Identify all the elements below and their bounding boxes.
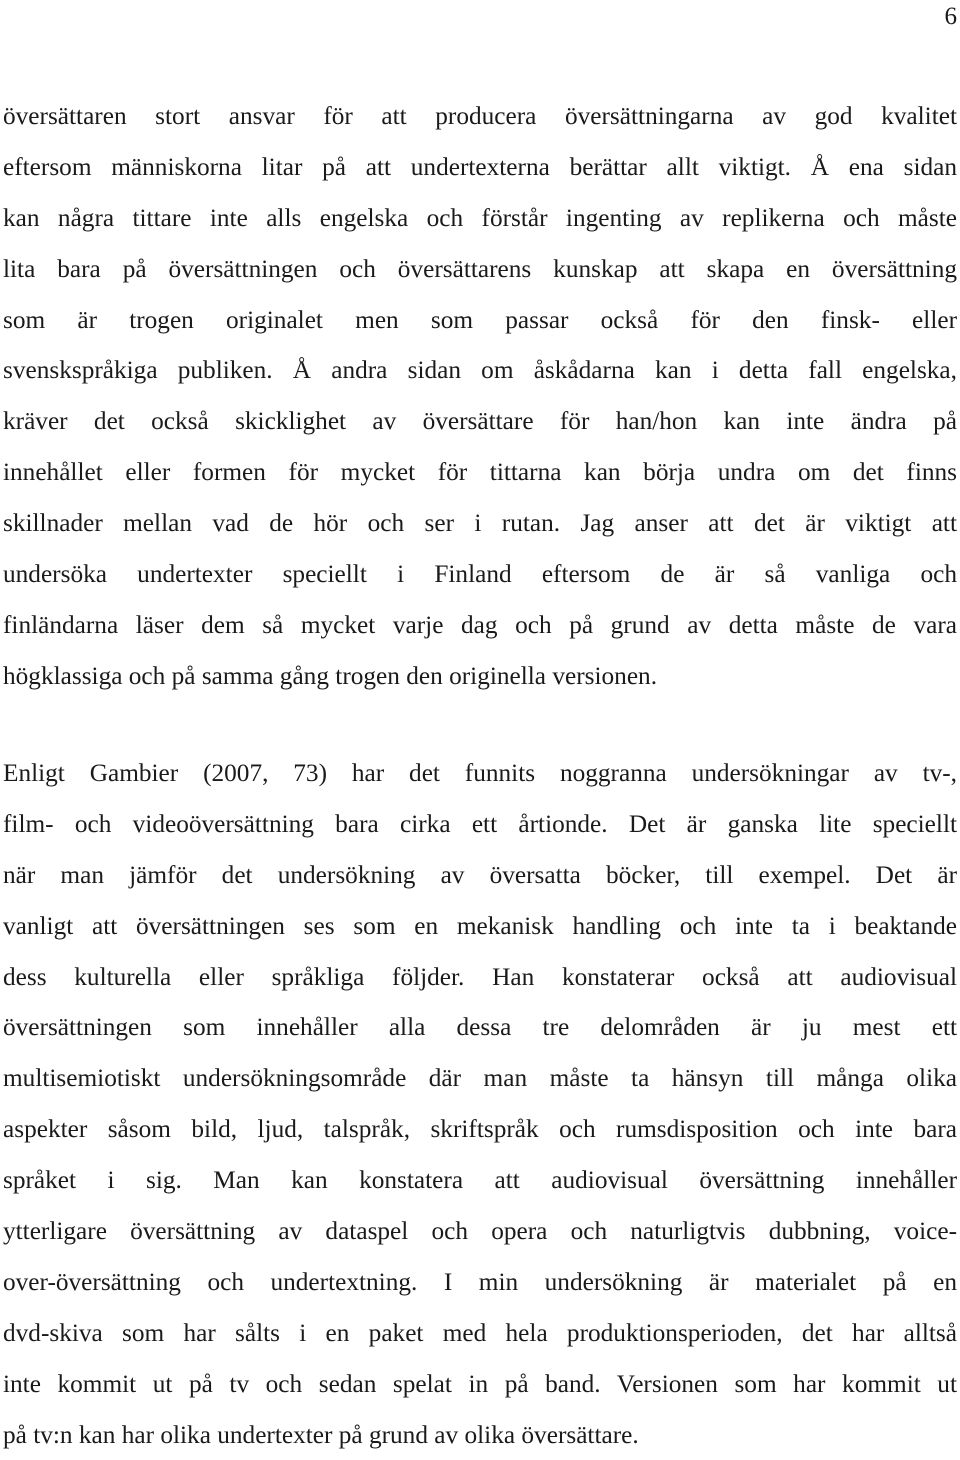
text-line: kan några tittare inte alls engelska och förstår ingenting av replikerna och måste: [3, 203, 957, 232]
text-line: Enligt Gambier (2007, 73) har det funnits noggranna undersökningar av tv-,: [3, 759, 957, 787]
paragraph-2: [3, 748, 957, 1460]
text-line: när man jämför det undersökning av översatta böcker, till exempel. Det är: [3, 860, 957, 889]
text-line: undersöka undertexter speciellt i Finland eftersom de är så vanliga och: [3, 560, 957, 589]
text-line: på tv:n kan har olika undertexter på grund av olika översättare.: [3, 1420, 639, 1449]
text-line: inte kommit ut på tv och sedan spelat in på band. Versionen som har kommit ut: [3, 1369, 957, 1398]
text-line: dess kulturella eller språkliga följder. Han konstaterar också att audiovisual: [3, 962, 957, 991]
text-line: kräver det också skicklighet av översättare för han/hon kan inte ändra på: [3, 407, 957, 436]
page-number: 6: [944, 3, 957, 30]
text-line: ytterligare översättning av dataspel och opera och naturligtvis dubbning, voice-: [3, 1217, 957, 1246]
text-line: svenskspråkiga publiken. Å andra sidan om åskådarna kan i detta fall engelska,: [3, 356, 957, 385]
text-line: högklassiga och på samma gång trogen den originella versionen.: [3, 661, 658, 690]
text-line: dvd-skiva som har sålts i en paket med hela produktionsperioden, det har alltså: [3, 1318, 957, 1347]
text-line: lita bara på översättningen och översättarens kunskap att skapa en översättning: [3, 254, 957, 283]
text-line: som är trogen originalet men som passar också för den finsk- eller: [3, 305, 957, 334]
text-line: aspekter såsom bild, ljud, talspråk, skriftspråk och rumsdisposition och inte bara: [3, 1115, 957, 1144]
text-line: eftersom människorna litar på att undertexterna berättar allt viktigt. Å ena sidan: [3, 152, 957, 181]
text-line: finländarna läser dem så mycket varje dag och på grund av detta måste de vara: [3, 610, 957, 639]
text-line: översättaren stort ansvar för att producera översättningarna av god kvalitet: [3, 102, 957, 130]
text-line: översättningen som innehåller alla dessa tre delområden är ju mest ett: [3, 1013, 957, 1042]
text-line: skillnader mellan vad de hör och ser i rutan. Jag anser att det är viktigt att: [3, 509, 957, 538]
paragraph-1: [3, 91, 957, 702]
text-line: innehållet eller formen för mycket för tittarna kan börja undra om det finns: [3, 458, 957, 487]
text-line: vanligt att översättningen ses som en mekanisk handling och inte ta i beaktande: [3, 911, 957, 940]
text-line: multisemiotiskt undersökningsområde där man måste ta hänsyn till många olika: [3, 1064, 957, 1093]
text-line: språket i sig. Man kan konstatera att audiovisual översättning innehåller: [3, 1166, 957, 1195]
text-line: film- och videoöversättning bara cirka ett årtionde. Det är ganska lite speciellt: [3, 809, 957, 838]
text-line: over-översättning och undertextning. I min undersökning är materialet på en: [3, 1267, 957, 1296]
